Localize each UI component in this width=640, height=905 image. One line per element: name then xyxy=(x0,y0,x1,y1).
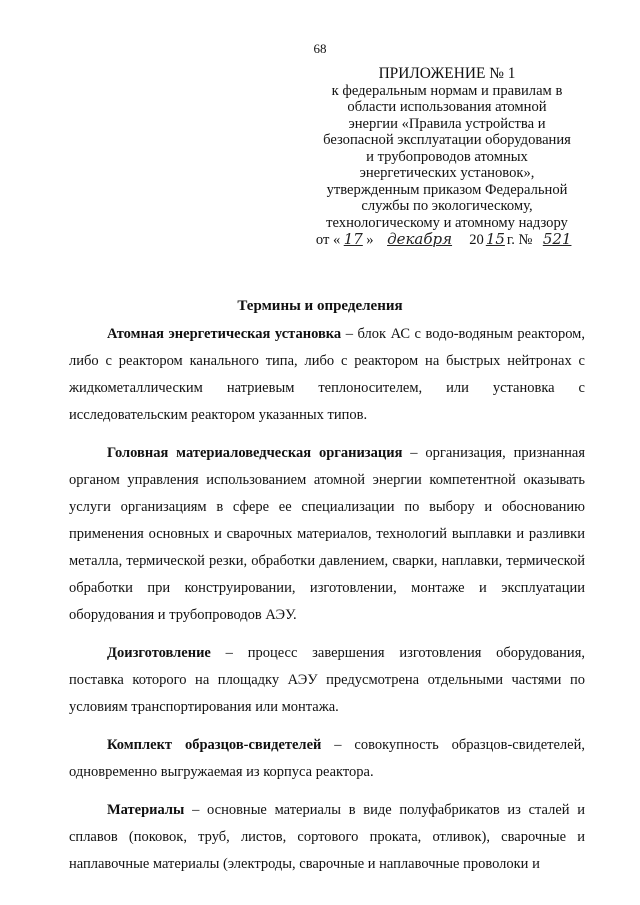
definition-term: Головная материаловедческая организация xyxy=(107,445,403,461)
definition-paragraph xyxy=(69,732,585,786)
definition-text: – процесс завершения изготовления оборудования, поставка которого на площадку АЭУ предусмотрена отдельными частями по условиям транспортирования или монтажа. xyxy=(69,645,585,715)
appendix-line: технологическому и атомному надзору xyxy=(326,214,568,231)
appendix-line: утвержденным приказом Федеральной xyxy=(326,181,568,198)
page-number: 68 xyxy=(313,41,327,56)
definition-paragraph xyxy=(69,640,585,721)
appendix-line: энергии «Правила устройства и xyxy=(348,115,546,132)
handwritten-order-number: 521 xyxy=(542,230,572,248)
definition-text: – основные материалы в виде полуфабрикатов из сталей и сплавов (поковок, труб, листов, сортового проката, отливок), сварочные и наплавочные материалы (электроды, сварочные и наплавочные проволоки и xyxy=(69,802,585,872)
appendix-line: области использования атомной xyxy=(347,99,547,115)
definition-term: Материалы xyxy=(107,802,185,818)
handwritten-year: 15 xyxy=(485,230,505,248)
appendix-line: безопасной эксплуатации оборудования xyxy=(323,132,571,148)
date-quote-close: » xyxy=(366,232,374,248)
order-date-line xyxy=(292,231,602,249)
handwritten-day: 17 xyxy=(343,230,363,248)
definition-term: Комплект образцов-свидетелей xyxy=(107,737,322,753)
section-title: Термины и определения xyxy=(237,298,403,314)
definition-paragraph xyxy=(69,440,585,629)
definitions-body xyxy=(69,321,585,889)
appendix-line: энергетических установок», xyxy=(359,165,535,181)
handwritten-month: декабря xyxy=(387,230,453,248)
appendix-line: и трубопроводов атомных xyxy=(366,148,528,165)
definition-text: – организация, признанная органом управления использованием атомной энергии компетентной оказывать услуги организациям в сфере ее специализации по выбору и обоснованию применения основных и сварочных материалов, технологий выплавки и разливки металла, термической резки, обработки давлением, сварки, наплавки, термической обработки при конструировании, изготовлении, монтаже и эксплуатации оборудования и трубопроводов АЭУ. xyxy=(69,445,585,623)
definition-text: – блок АС с водо-водяным реактором, либо с реактором канального типа, либо с реактором на быстрых нейтронах с жидкометаллическим натриевым теплоносителем, или установка с исследовательским реактором указанных типов. xyxy=(69,326,585,423)
definition-term: Доизготовление xyxy=(107,645,211,661)
definition-paragraph xyxy=(69,797,585,878)
appendix-line: к федеральным нормам и правилам в xyxy=(331,82,563,99)
appendix-line: службы по экологическому, xyxy=(361,198,533,214)
date-year-unit: г. № xyxy=(506,232,533,248)
date-prefix: от « xyxy=(315,232,341,248)
date-year-prefix: 20 xyxy=(469,232,484,248)
appendix-header xyxy=(292,66,602,249)
definition-text: – совокупность образцов-свидетелей, одновременно выгружаемая из корпуса реактора. xyxy=(69,737,585,780)
definition-paragraph xyxy=(69,321,585,429)
appendix-title: ПРИЛОЖЕНИЕ № 1 xyxy=(378,65,516,82)
definition-term: Атомная энергетическая установка xyxy=(107,326,342,342)
